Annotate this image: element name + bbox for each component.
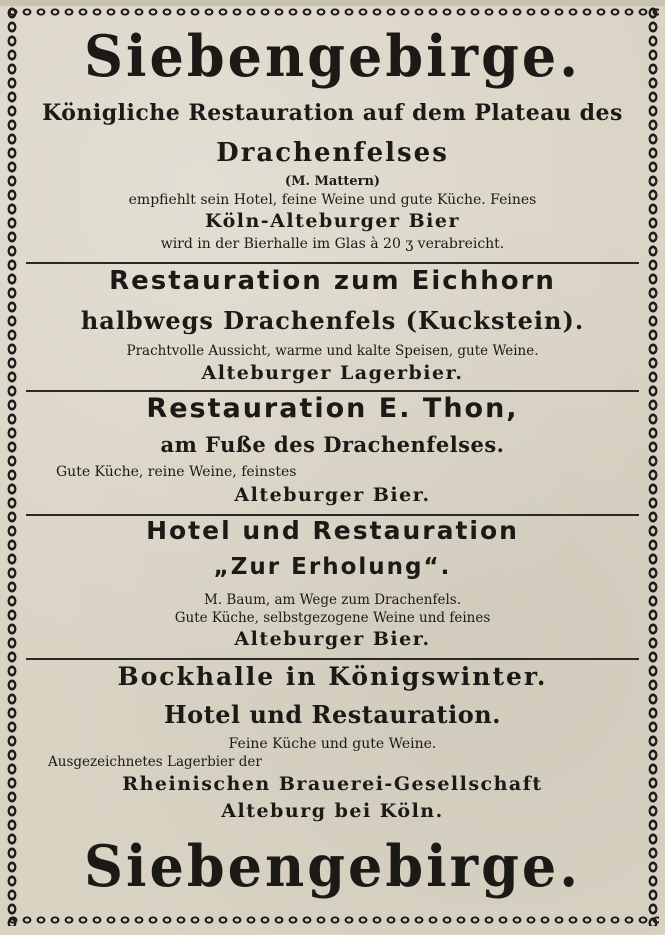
bockhalle-line1: Bockhalle in Königswinter. bbox=[117, 662, 548, 691]
eichhorn-line1: Restauration zum Eichhorn bbox=[109, 266, 556, 296]
drachenfels-line3: (M. Mattern) bbox=[284, 174, 381, 189]
eichhorn-line2: halbwegs Drachenfels (Kuckstein). bbox=[80, 306, 585, 335]
erholung-line2: „Zur Erholung“. bbox=[213, 554, 452, 580]
footer-title: Siebengebirge. bbox=[84, 832, 581, 900]
drachenfels-line2: Drachenfelses bbox=[216, 138, 449, 168]
erholung-line5: Alteburger Bier. bbox=[234, 628, 431, 650]
thon-line4: Alteburger Bier. bbox=[234, 484, 431, 506]
thon-line2: am Fuße des Drachenfelses. bbox=[160, 432, 505, 457]
divider-2 bbox=[26, 390, 639, 392]
divider-4 bbox=[26, 658, 639, 660]
border-right bbox=[647, 6, 659, 926]
erholung-line4: Gute Küche, selbstgezogene Weine und feines bbox=[174, 610, 491, 626]
thon-line3: Gute Küche, reine Weine, feinstes bbox=[56, 464, 297, 480]
border-left bbox=[6, 6, 18, 926]
border-bottom bbox=[6, 914, 659, 926]
drachenfels-line4: empfiehlt sein Hotel, feine Weine und gute Küche. Feines bbox=[128, 192, 537, 208]
border-top bbox=[6, 6, 659, 18]
erholung-line3: M. Baum, am Wege zum Drachenfels. bbox=[204, 592, 461, 608]
thon-line1: Restauration E. Thon, bbox=[146, 393, 519, 424]
bockhalle-line6: Alteburg bei Köln. bbox=[221, 800, 444, 822]
bockhalle-line4: Ausgezeichnetes Lagerbier der bbox=[48, 754, 262, 770]
eichhorn-line4: Alteburger Lagerbier. bbox=[201, 362, 464, 384]
header-title: Siebengebirge. bbox=[84, 22, 581, 90]
divider-1 bbox=[26, 262, 639, 264]
bockhalle-line3: Feine Küche und gute Weine. bbox=[228, 736, 437, 752]
drachenfels-line5: Köln-Alteburger Bier bbox=[205, 210, 460, 232]
drachenfels-line6: wird in der Bierhalle im Glas à 20 ʒ verabreicht. bbox=[160, 236, 505, 252]
erholung-line1: Hotel und Restauration bbox=[146, 516, 519, 545]
drachenfels-line1: Königliche Restauration auf dem Plateau des bbox=[42, 100, 623, 126]
bockhalle-line5: Rheinischen Brauerei-Gesellschaft bbox=[122, 773, 543, 795]
bockhalle-line2: Hotel und Restauration. bbox=[163, 700, 502, 729]
eichhorn-line3: Prachtvolle Aussicht, warme und kalte Speisen, gute Weine. bbox=[126, 343, 539, 359]
